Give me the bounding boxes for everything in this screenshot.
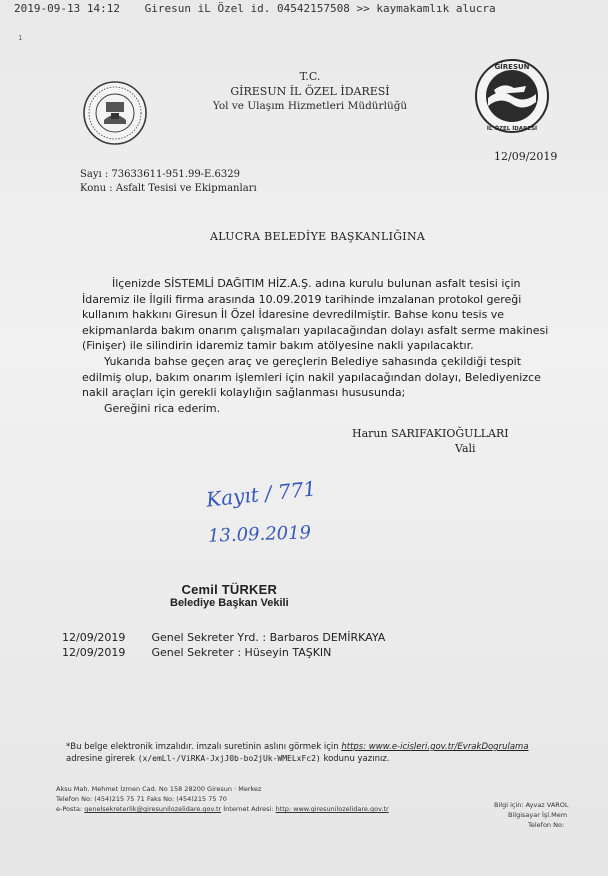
org-name: GİRESUN İL ÖZEL İDARESİ xyxy=(230,85,390,98)
sayi-value: : 73633611-951.99-E.6329 xyxy=(104,169,240,180)
deputy-stamp xyxy=(170,582,289,609)
web-link[interactable]: http: www.giresunilozelidare.gov.tr xyxy=(275,805,389,813)
organization-header xyxy=(180,70,440,112)
konu-value: : Asfalt Tesisi ve Ekipmanları xyxy=(109,183,257,194)
signer-block xyxy=(352,426,509,456)
fax-header xyxy=(14,2,604,15)
secretary-date: 12/09/2019 xyxy=(62,631,126,644)
deputy-name: Cemil TÜRKER xyxy=(181,582,278,597)
sayi-row xyxy=(80,168,257,182)
body-paragraph-3: Gereğini rica ederim. xyxy=(104,401,221,415)
fax-timestamp: 2019-09-13 14:12 xyxy=(14,2,120,15)
verification-link[interactable]: https: www.e-icisleri.gov.tr/EvrakDogrulama xyxy=(341,742,529,752)
footnote-suffix: kodunu yazınız. xyxy=(323,754,390,764)
footnote-prefix: *Bu belge elektronik imzalıdır. imzalı suretinin aslını görmek için xyxy=(66,742,339,752)
signer-name: Harun SARIFAKIOĞULLARI xyxy=(352,427,509,440)
footer-info xyxy=(494,800,569,830)
reference-block xyxy=(80,168,257,196)
document-date: 12/09/2019 xyxy=(494,150,558,163)
fax-sender: Giresun iL Özel id. 04542157508 >> kaymakamlık alucra xyxy=(144,2,496,15)
konu-label: Konu xyxy=(80,183,107,194)
info-contact-role: Bilgisayar İşl.Mem xyxy=(508,811,568,819)
footer-phone: Telefon No: (454)215 75 71 Faks No: (454)215 75 70 xyxy=(56,795,227,803)
deputy-role: Belediye Başkan Vekili xyxy=(170,597,289,609)
footnote-middle: adresine girerek xyxy=(66,754,136,764)
body-paragraph-1: İlçenizde SİSTEMLİ DAĞITIM HİZ.A.Ş. adına kurulu bulunan asfalt tesisi için İdaremiz ile İlgili firma arasında 10.09.2019 tarihinde imzalanan protokol gereği kullanım hakkını Giresun İl Özel İdaresine devredilmiştir. Bahse konu tesis ve ekipmanlarda bakım onarım çalışmaları yapılacağından dolayı asfalt serme makinesi (Finişer) ile silindirin idaremiz tamir bakım atölyesine nakli yapılacaktır. xyxy=(82,277,549,353)
addressee: ALUCRA BELEDİYE BAŞKANLIĞINA xyxy=(210,230,426,243)
secretary-text: Genel Sekreter : Hüseyin TAŞKIN xyxy=(151,646,332,659)
footer-contact xyxy=(56,784,389,814)
corner-mark: 1 xyxy=(18,34,23,42)
giresun-emblem-icon xyxy=(474,58,550,134)
e-signature-footnote xyxy=(66,742,562,765)
footer-email-row xyxy=(56,804,389,814)
email-link[interactable]: genelsekreterlik@giresunilozelidare.gov.tr xyxy=(84,805,222,813)
info-contact-person: Bilgi için: Ayvaz VAROL xyxy=(494,801,569,809)
list-item xyxy=(62,630,385,645)
sayi-label: Sayı xyxy=(80,169,102,180)
org-line-tc: T.C. xyxy=(299,70,321,83)
org-department: Yol ve Ulaşım Hizmetleri Müdürlüğü xyxy=(212,100,408,112)
list-item xyxy=(62,645,385,660)
konu-row xyxy=(80,182,257,196)
handwritten-date: 13.09.2019 xyxy=(207,522,312,547)
secretary-text: Genel Sekreter Yrd. : Barbaros DEMİRKAYA xyxy=(151,631,386,644)
body-paragraph-2: Yukarıda bahse geçen araç ve gereçlerin Belediye sahasında çekildiği tespit edilmiş olup, bakım onarım işlemleri için nakil yapılacağından dolayı, Belediyenizce nakil araçları için gerekli kolaylığın sağlanması hususunda; xyxy=(82,354,541,400)
web-label: İnternet Adresi: xyxy=(223,805,274,813)
email-label: e-Posta: xyxy=(56,805,83,813)
letter-body xyxy=(82,276,560,416)
emblem-bottom-text: İL ÖZEL İDARESİ xyxy=(486,126,538,132)
secretary-date: 12/09/2019 xyxy=(62,646,126,659)
ministry-seal-icon xyxy=(82,80,148,146)
secretary-list xyxy=(62,630,385,660)
handwritten-registry-number: Kayıt / 771 xyxy=(205,476,318,512)
footer-address: Aksu Mah. Mehmet İzmen Cad. No 158 28200 Giresun · Merkez xyxy=(56,785,262,793)
signer-title: Vali xyxy=(455,442,476,455)
emblem-top-text: GİRESUN xyxy=(494,63,530,71)
verification-code: (x/emLl-/ViRKA-JxjJ0b-bo2jUk-WMELxFc2) xyxy=(137,754,321,763)
info-contact-phone: Telefon No: xyxy=(528,821,565,829)
